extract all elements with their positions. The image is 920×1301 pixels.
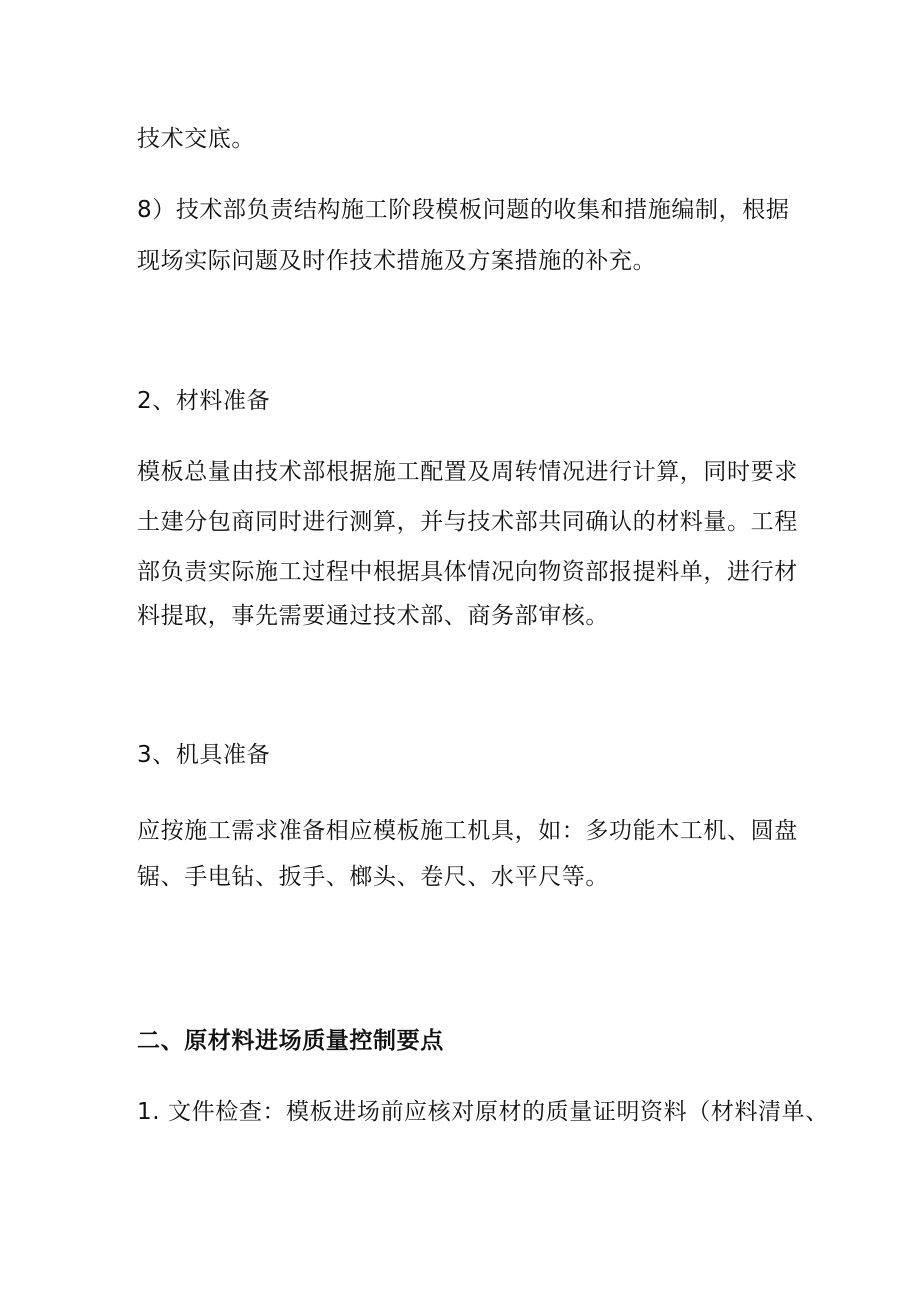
- paragraph-line-7: 料提取，事先需要通过技术部、商务部审核。: [137, 603, 609, 629]
- paragraph-line-9: 锯、手电钻、扳手、榔头、卷尺、水平尺等。: [137, 864, 609, 890]
- paragraph-line-2: 8）技术部负责结构施工阶段模板问题的收集和措施编制，根据: [137, 197, 790, 223]
- chapter-heading-quality-control: 二、原材料进场质量控制要点: [137, 1028, 444, 1054]
- paragraph-line-3: 现场实际问题及时作技术措施及方案措施的补充。: [137, 248, 657, 274]
- paragraph-line-4: 模板总量由技术部根据施工配置及周转情况进行计算，同时要求: [137, 459, 798, 485]
- section-heading-equipment: 3、机具准备: [137, 742, 271, 768]
- paragraph-line-5: 土建分包商同时进行测算，并与技术部共同确认的材料量。工程: [137, 509, 798, 535]
- paragraph-line-6: 部负责实际施工过程中根据具体情况向物资部报提料单，进行材: [137, 559, 798, 585]
- paragraph-line-8: 应按施工需求准备相应模板施工机具，如：多功能木工机、圆盘: [137, 818, 798, 844]
- section-heading-materials: 2、材料准备: [137, 388, 271, 414]
- paragraph-line-1: 技术交底。: [137, 126, 255, 152]
- paragraph-line-10: 1. 文件检查：模板进场前应核对原材的质量证明资料（材料清单、: [137, 1099, 829, 1125]
